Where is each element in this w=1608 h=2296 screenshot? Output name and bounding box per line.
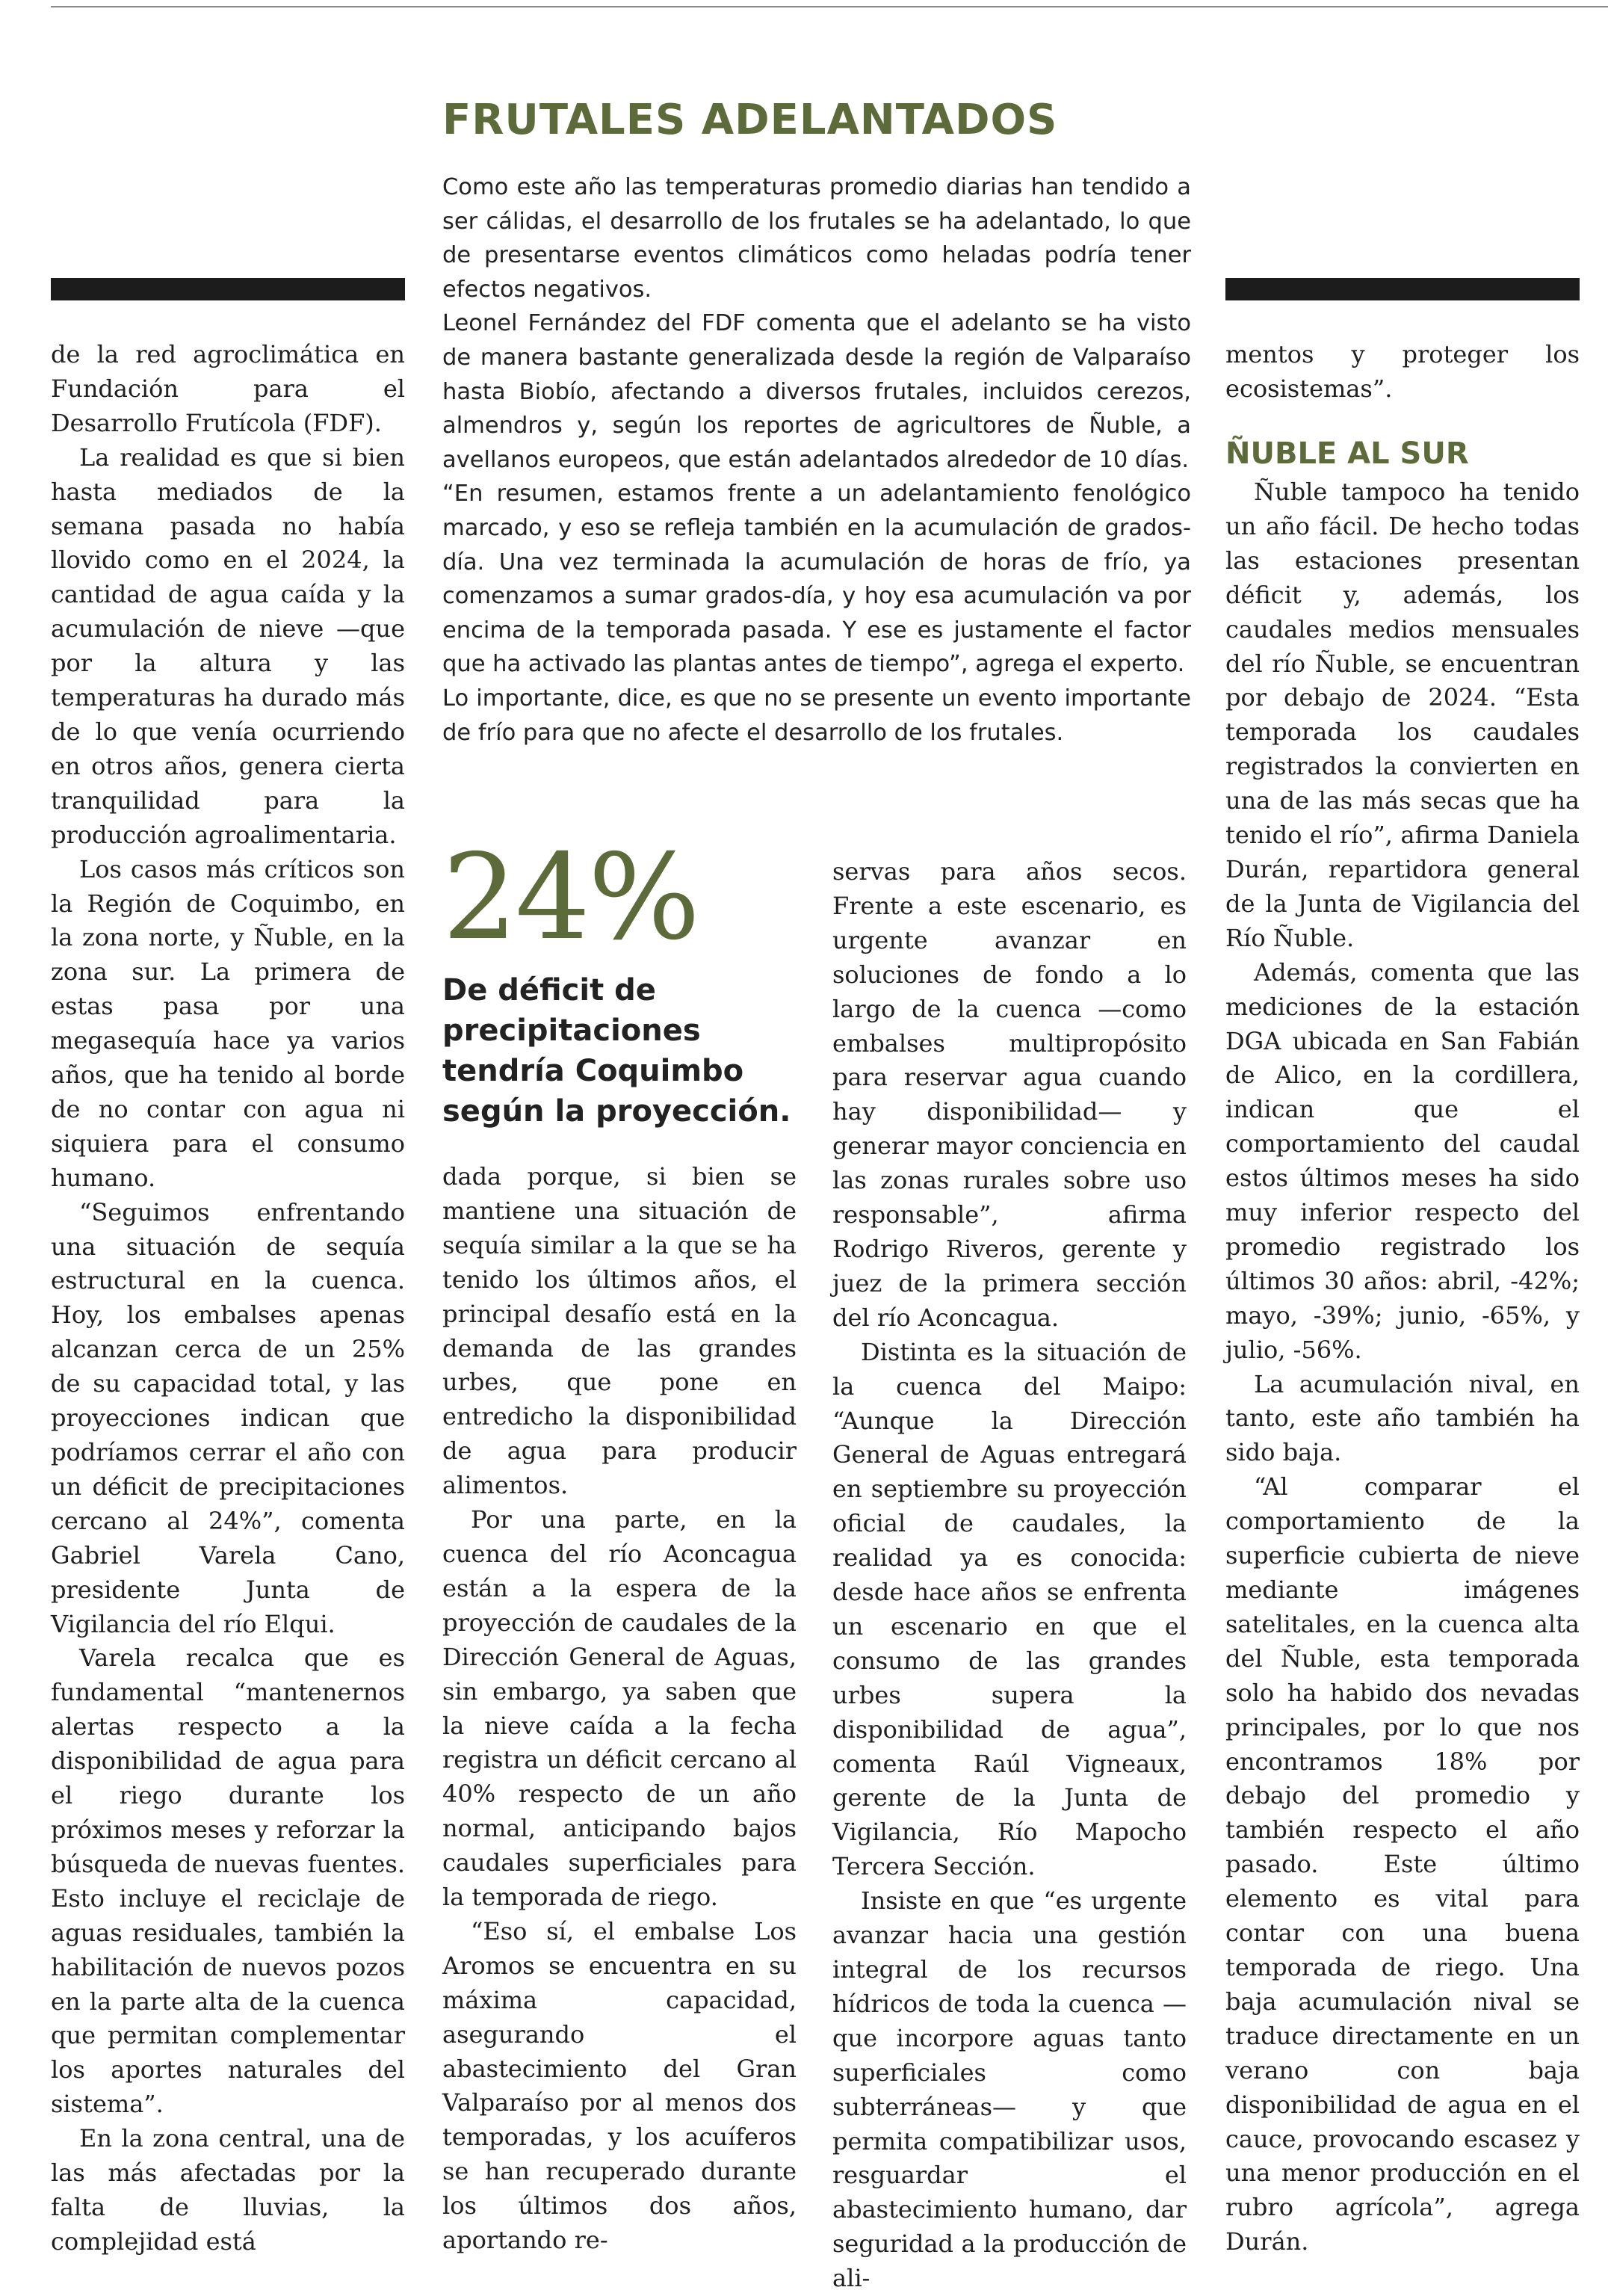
sidebar-paragraph: Leonel Fernández del FDF comenta que el adelanto se ha visto de manera bastante generalizada desde la región de Valparaíso hasta Biobío, afectando a diversos frutales, incluidos cerezos, almendros y, según los reportes de agricultores de Ñuble, a avellanos europeos, que están adelantados alrededor de 10 días. xyxy=(442,310,1191,473)
paragraph: “Seguimos enfrentando una situación de sequía estructural en la cuenca. Hoy, los embalses apenas alcanzan cerca de un 25% de su capacidad total, y las proyecciones indican que podríamos cerrar el año con un déficit de precipitaciones cercano al 24%”, comenta Gabriel Varela Cano, presidente Junta de Vigilancia del río Elqui. xyxy=(51,1197,405,1638)
article-column-3 xyxy=(832,855,1187,2296)
paragraph: Insiste en que “es urgente avanzar hacia una gestión integral de los recursos hídricos de toda la cuenca —que incorpore aguas tanto superficiales como subterráneas— y que permita compatibilizar usos, resguardar el abastecimiento humano, dar seguridad a la producción de ali- xyxy=(832,1886,1187,2293)
paragraph: dada porque, si bien se mantiene una situación de sequía similar a la que se ha tenido los últimos años, el principal desafío está en la demanda de las grandes urbes, que pone en entredicho la disponibilidad de agua para producir alimentos. xyxy=(442,1162,797,1500)
paragraph: mentos y proteger los ecosistemas”. xyxy=(1225,340,1580,403)
article-column-4 xyxy=(1225,475,1580,2259)
paragraph: Distinta es la situación de la cuenca del Maipo: “Aunque la Dirección General de Aguas entregará en septiembre su proyección oficial de caudales, la realidad ya es conocida: desde hace años se enfrenta un escenario en que el consumo de las grandes urbes supera la disponibilidad de agua”, comenta Raúl Vigneaux, gerente de la Junta de Vigilancia, Río Mapocho Tercera Sección. xyxy=(832,1337,1187,1881)
paragraph: de la red agroclimática en Fundación para el Desarrollo Frutícola (FDF). xyxy=(51,340,405,437)
paragraph: En la zona central, una de las más afectadas por la falta de lluvias, la complejidad está xyxy=(51,2124,405,2256)
paragraph: La acumulación nival, en tanto, este año también ha sido baja. xyxy=(1225,1369,1580,1467)
section-title: ÑUBLE AL SUR xyxy=(1225,436,1469,471)
column-rule-right xyxy=(1225,278,1580,300)
sidebar-paragraph: Lo importante, dice, es que no se presente un evento importante de frío para que no afecte el desarrollo de los frutales. xyxy=(442,685,1191,746)
top-rule xyxy=(51,6,1608,7)
sidebar-body xyxy=(442,170,1191,750)
sidebar-title: FRUTALES ADELANTADOS xyxy=(442,96,1058,144)
paragraph: Los casos más críticos son la Región de Coquimbo, en la zona norte, y Ñuble, en la zona sur. La primera de estas pasa por una megasequía hace ya varios años, que ha tenido al borde de no contar con agua ni siquiera para el consumo humano. xyxy=(51,854,405,1192)
paragraph: “Al comparar el comportamiento de la superficie cubierta de nieve mediante imágenes satelitales, en la cuenca alta del Ñuble, esta temporada solo ha habido dos nevadas principales, por lo que nos encontramos 18% por debajo del promedio y también respecto el año pasado. Este último elemento es vital para contar con una buena temporada de riego. Una baja acumulación nival se traduce directamente en un verano con baja disponibilidad de agua en el cauce, provocando escasez y una menor producción en el rubro agrícola”, agrega Durán. xyxy=(1225,1472,1580,2256)
paragraph: Ñuble tampoco ha tenido un año fácil. De hecho todas las estaciones presentan déficit y, además, los caudales medios mensuales del río Ñuble, se encuentran por debajo de 2024. “Esta temporada los caudales registrados la convierten en una de las más secas que ha tenido el río”, afirma Daniela Durán, repartidora general de la Junta de Vigilancia del Río Ñuble. xyxy=(1225,478,1580,952)
pullquote-caption: De déficit de precipitaciones tendría Coquimbo según la proyección. xyxy=(442,973,791,1129)
paragraph: servas para años secos. Frente a este escenario, es urgente avanzar en soluciones de fondo a lo largo de la cuenca —como embalses multipropósito para reservar agua cuando hay disponibilidad— y generar mayor conciencia en las zonas rurales sobre uso responsable”, afirma Rodrigo Riveros, gerente y juez de la primera sección del río Aconcagua. xyxy=(832,857,1187,1332)
paragraph: Por una parte, en la cuenca del río Aconcagua están a la espera de la proyección de caudales de la Dirección General de Aguas, sin embargo, ya saben que la nieve caída a la fecha registra un déficit cercano al 40% respecto de un año normal, anticipando bajos caudales superficiales para la temporada de riego. xyxy=(442,1505,797,1912)
paragraph: La realidad es que si bien hasta mediados de la semana pasada no había llovido como en el 2024, la cantidad de agua caída y la acumulación de nieve —que por la altura y las temperaturas ha durado más de lo que venía ocurriendo en otros años, genera cierta tranquilidad para la producción agroalimentaria. xyxy=(51,442,405,849)
article-column-2 xyxy=(442,1160,797,2258)
pullquote-number: 24% xyxy=(442,829,699,966)
sidebar-paragraph: Como este año las temperaturas promedio diarias han tendido a ser cálidas, el desarrollo de los frutales se ha adelantado, lo que de presentarse eventos climáticos como heladas podría tener efectos negativos. xyxy=(442,174,1191,303)
article-column-1 xyxy=(51,338,405,2259)
sidebar-paragraph: “En resumen, estamos frente a un adelantamiento fenológico marcado, y eso se refleja también en la acumulación de grados-día. Una vez terminada la acumulación de horas de frío, ya comenzamos a sumar grados-día, y hoy esa acumulación va por encima de la temporada pasada. Y ese es justamente el factor que ha activado las plantas antes de tiempo”, agrega el experto. xyxy=(442,481,1191,678)
article-column-4-lead xyxy=(1225,338,1580,407)
paragraph: “Eso sí, el embalse Los Aromos se encuentra en su máxima capacidad, asegurando el abastecimiento del Gran Valparaíso por al menos dos temporadas, y los acuíferos se han recuperado durante los últimos dos años, aportando re- xyxy=(442,1916,797,2255)
column-rule-left xyxy=(51,278,405,300)
paragraph: Además, comenta que las mediciones de la estación DGA ubicada en San Fabián de Alico, en la cordillera, indican que el comportamiento del caudal estos últimos meses ha sido muy inferior respecto del promedio registrado los últimos 30 años: abril, -42%; mayo, -39%; junio, -65%, y julio, -56%. xyxy=(1225,957,1580,1364)
paragraph: Varela recalca que es fundamental “mantenernos alertas respecto a la disponibilidad de agua para el riego durante los próximos meses y reforzar la búsqueda de nuevas fuentes. Esto incluye el reciclaje de aguas residuales, también la habilitación de nuevos pozos en la parte alta de la cuenca que permitan complementar los aportes naturales del sistema”. xyxy=(51,1644,405,2119)
